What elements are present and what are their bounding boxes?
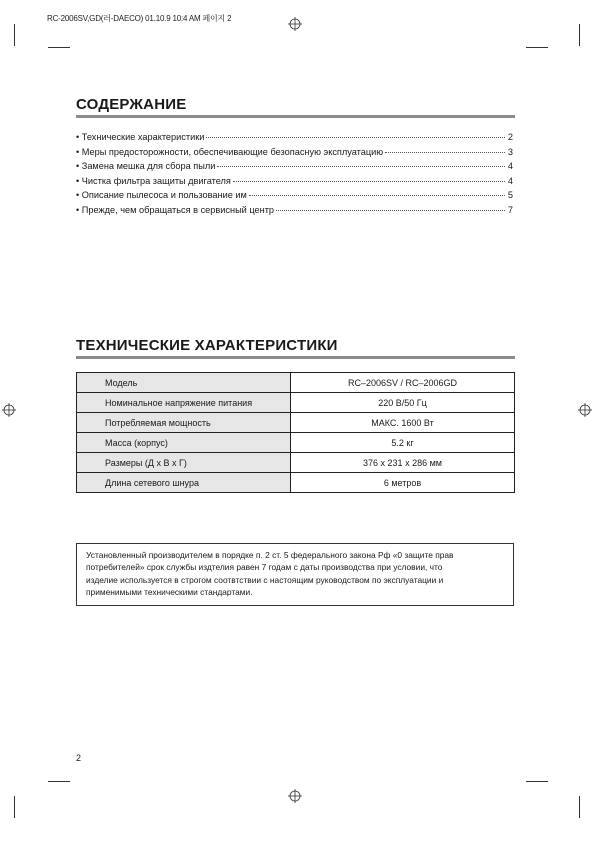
toc-leader-dots [385,152,505,153]
table-row [77,393,515,413]
spec-label: Потребляемая мощность [77,413,291,433]
toc-item-label: • Технические характеристики [76,132,205,142]
specs-title: ТЕХНИЧЕСКИЕ ХАРАКТЕРИСТИКИ [76,337,338,354]
crop-mark-bottom-left-vertical [14,796,15,818]
crop-mark-top-right-vertical [579,24,580,46]
spec-label: Номинальное напряжение питания [77,393,291,413]
specs-rule [76,356,515,359]
specs-table [76,372,515,493]
spec-label: Масса (корпус) [77,433,291,453]
spec-label: Длина сетевого шнура [77,473,291,493]
table-row [77,373,515,393]
spec-value: 6 метров [291,473,515,493]
table-of-contents [76,132,513,219]
crop-mark-bottom-left-horizontal [48,781,70,782]
toc-item-label: • Описание пылесоса и пользование им [76,190,247,200]
page-number: 2 [76,753,82,763]
crop-mark-bottom-right-horizontal [526,781,548,782]
spec-label: Размеры (Д х В х Г) [77,453,291,473]
contents-title: СОДЕРЖАНИЕ [76,96,187,113]
toc-item-label: • Меры предосторожности, обеспечивающие безопасную эксплуатацию [76,146,384,157]
toc-item[interactable] [76,190,513,205]
crop-mark-top-left-vertical [14,24,15,46]
toc-item[interactable] [76,205,513,220]
table-row [77,433,515,453]
toc-leader-dots [217,166,505,167]
contents-rule [76,115,515,118]
service-life-notice [76,543,514,606]
toc-item-label: • Замена мешка для сбора пыли [76,161,216,171]
table-row [77,473,515,493]
registration-mark-right-icon [578,403,592,417]
toc-item-page: 2 [507,132,513,142]
registration-mark-top-icon [288,17,302,31]
crop-mark-top-left-horizontal [48,47,70,48]
toc-item[interactable] [76,176,513,191]
registration-mark-left-icon [2,403,16,417]
spec-value: RC–2006SV / RC–2006GD [291,373,515,393]
print-header: RC-2006SV,GD(러-DAECO) 01.10.9 10:4 AM 페이지 2 [47,14,232,23]
toc-item[interactable] [76,161,513,176]
spec-label: Модель [77,373,291,393]
toc-leader-dots [276,210,505,211]
toc-item-page: 3 [507,146,513,157]
toc-item-page: 4 [507,175,513,186]
spec-value: 376 x 231 x 286 мм [291,453,515,473]
crop-mark-bottom-right-vertical [579,796,580,818]
toc-item-page: 5 [507,190,513,200]
toc-leader-dots [233,181,505,182]
toc-item-label: • Прежде, чем обращаться в сервисный центр [76,204,275,215]
toc-item-label: • Чистка фильтра защиты двигателя [76,175,231,186]
spec-value: 220 В/50 Гц [291,393,515,413]
crop-mark-top-right-horizontal [526,47,548,48]
registration-mark-bottom-icon [288,789,302,803]
notice-line: Установленный производителем в порядке п. 2 ст. 5 федерального закона Рф «0 защите прав [86,550,454,560]
toc-leader-dots [249,195,505,196]
table-row [77,413,515,433]
toc-item[interactable] [76,132,513,147]
toc-item-page: 4 [507,161,513,171]
toc-leader-dots [206,137,505,138]
spec-value: МАКС. 1600 Вт [291,413,515,433]
notice-line: изделие используется в строгом соотвтствии с настоящим руководством по эксплуатации и [86,574,444,585]
notice-line: применимыми техническими стандартами. [86,586,253,597]
toc-item-page: 7 [507,204,513,215]
notice-line: потребителей» срок службы издтелия равен 7 годам с даты производства при условии, что [86,562,443,573]
toc-item[interactable] [76,147,513,162]
table-row [77,453,515,473]
spec-value: 5.2 кг [291,433,515,453]
